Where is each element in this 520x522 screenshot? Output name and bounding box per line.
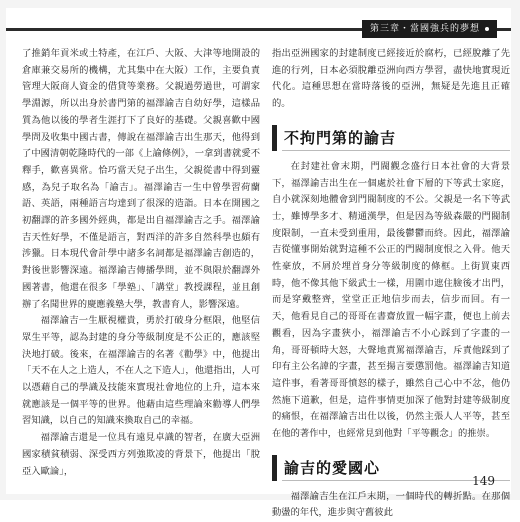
chapter-label: 第三章・當國強兵的夢想 bbox=[369, 24, 480, 34]
section-heading bbox=[272, 125, 510, 151]
body-paragraph: 指出亞洲國家的封建制度已經接近於腐朽，已經脫離了先進的行列，日本必須脫離亞洲向西方學習，盡快地實現近代化。這種思想在當時落後的亞洲，無疑是先進且正確的。 bbox=[272, 48, 510, 110]
heading-underline bbox=[282, 150, 510, 151]
book-page bbox=[6, 8, 511, 519]
body-paragraph: 在封建社會末期，門閥觀念盛行日本社會的大背景下，福澤諭吉出生在一個處於社會下層的下等武士家庭，自小就深刻地體會到門閥制度的不公。父親是一名下等武士，雖博學多才、精通漢學，但是因為等級森嚴的門閥制度限制，一直未受到重用，最後鬱鬱而終。因此，福澤諭吉從懂事開始就對這種不公正的門閥制度恨之入骨。他天性豪放，不屑於埋首身分等級制度的條框。上街買東西時，他不像其他下級武士一樣，用圍巾遮住臉後才出門，而是穿戴整齊，堂堂正正地信步而去，信步而回。有一天，他看見自己的哥哥在書齋放置一幅字畫，便也上前去觀看，因為字畫狹小，福澤諭吉不小心踩到了字畫的一角，哥哥頓時大怒，大聲地責罵福澤諭吉，斥責他踩到了印有主公名諱的字畫，甚至揚言要懲罰他。福澤諭吉知道這件事，看著哥哥憤怒的樣子，雖然自己心中不忿，他仍然施下道歉，但是，這件事情更加深了他對封建等級制度的痛恨，在福澤諭吉出仕以後，仍然主張人人平等，甚至在他的著作中，也經常見到他對「平等觀念」的推崇。 bbox=[272, 160, 510, 440]
chapter-header-tab bbox=[362, 20, 497, 38]
right-column bbox=[272, 46, 510, 522]
heading-bar-icon bbox=[272, 125, 277, 151]
section-title: 不拘門第的諭吉 bbox=[284, 128, 397, 147]
body-paragraph: 福澤諭吉還是一位具有遠見卓識的智者，在廣大亞洲國家積貧積弱、深受西方列強欺凌的背景下，他提出「脫亞入歐論」， bbox=[22, 432, 260, 477]
bullet-icon bbox=[485, 27, 489, 31]
body-paragraph: 福澤諭吉生在江戶末期，一個時代的轉折點。在那個動盪的年代，進步與守舊彼此 bbox=[272, 490, 510, 519]
page-number: 149 bbox=[472, 474, 495, 488]
heading-bar-icon bbox=[272, 455, 277, 481]
body-paragraph: 福澤諭吉一生厭視權貴，勇於打破身分框限，他堅信眾生平等，認為封建的身分等級制度是不公正的，應該堅決地打破。後來，在福澤諭吉的名著《勸學》中，他提出「天不在人之上造人，不在人之下造人」，他還指出，人可以憑藉自己的學識及技能來實現社會地位的上升，這本來就應該是一個平等的世界。他藉由這些理論來勸導人們學習知識，以自己的知識來換取自己的幸福。 bbox=[22, 315, 260, 427]
section-title: 諭吉的愛國心 bbox=[284, 458, 381, 477]
body-paragraph: 了推銷年貢米或土特產，在江戶、大阪、大津等地開設的倉庫兼交易所的機構，尤其集中在大阪）工作，主要負責管理大阪商人資金的借貸等業務。父親過勞過世，可謂家學淵源，所以出身於書門第的福澤諭吉自幼好學，這樣品質為他以後的學者生涯打下了良好的基礎。父親喜歡中國學問及收集中國古書，傳說在福澤諭吉出生那天，他得到了中國清朝乾隆時代的一部《上諭條例》，一拿到書就愛不釋手，歡喜異常。恰巧當天兒子出生，父親從書中得到靈感，為兒子取名為「諭吉」。福澤諭吉一生中曾學習荷蘭語、英語，兩種語言均達到了很深的造詣。日本在開國之初翻譯的許多國外經典，都是出自福澤諭吉之手。福澤諭吉天性好學，不僅是語言，對西洋的許多自然科學也頗有涉獵。日本現代會計學中諸多名詞都是福澤諭吉創造的，對後世影響深遠。福澤諭吉傳播學問，並不與限於翻譯外國著書，他還在很多「學塾」、「講堂」教授課程，並且創辦了名聞世界的慶應義塾大學，教書育人，影響深遠。 bbox=[22, 48, 260, 310]
left-column bbox=[22, 46, 260, 480]
